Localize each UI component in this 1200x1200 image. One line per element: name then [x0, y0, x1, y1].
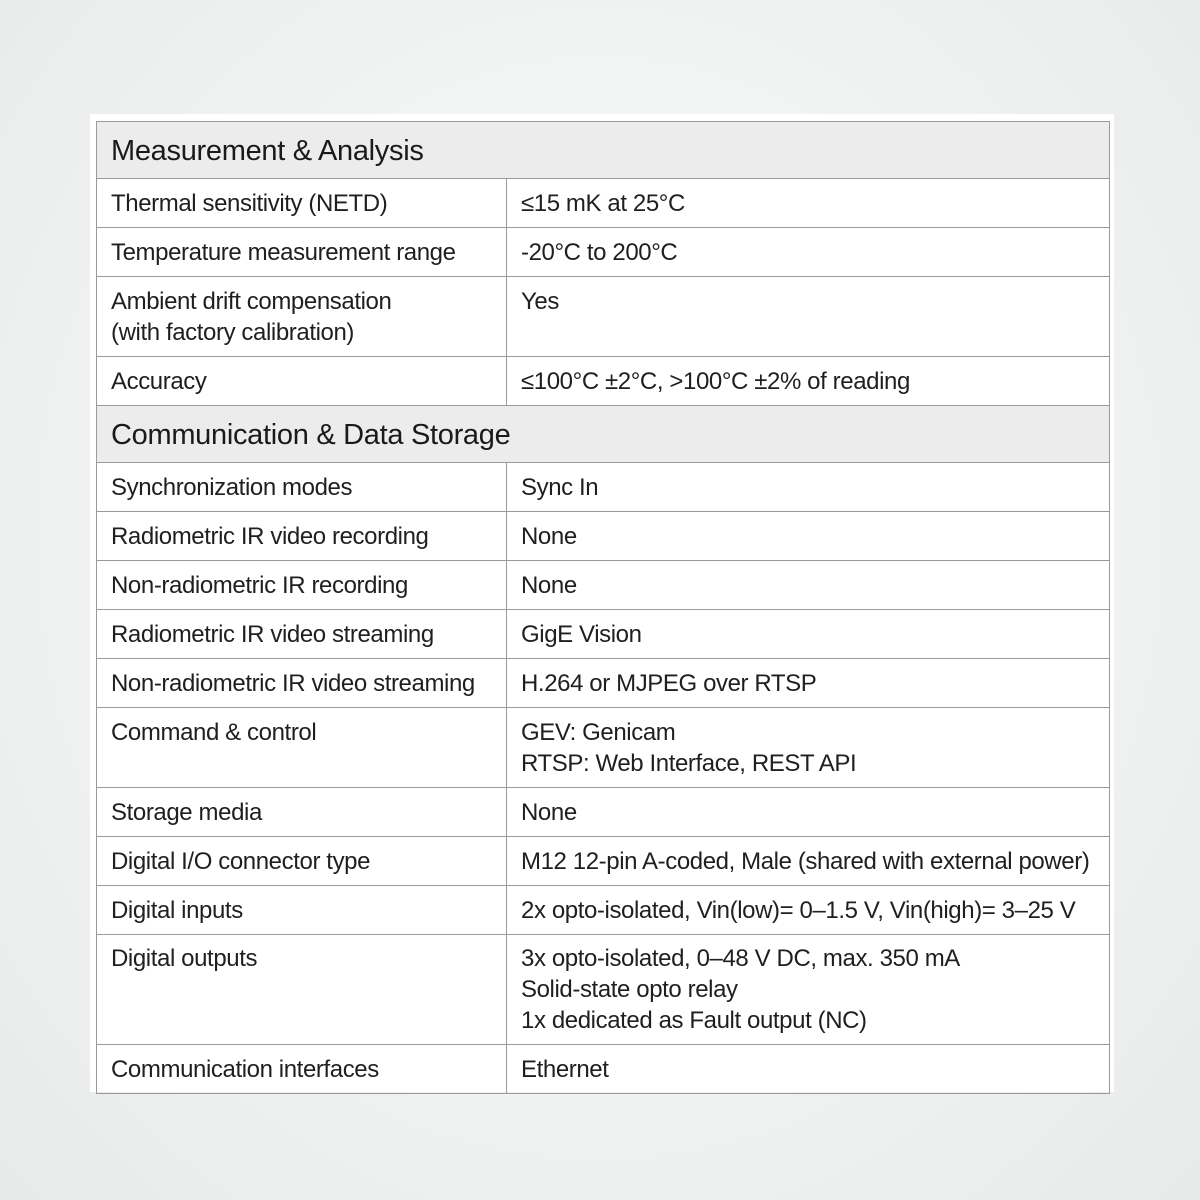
spec-label: Command & control	[97, 708, 507, 788]
spec-value: Sync In	[507, 463, 1110, 512]
spec-label: Non-radiometric IR video streaming	[97, 659, 507, 708]
spec-label: Synchronization modes	[97, 463, 507, 512]
spec-value: -20°C to 200°C	[507, 228, 1110, 277]
spec-label: Non-radiometric IR recording	[97, 561, 507, 610]
spec-value: 2x opto-isolated, Vin(low)= 0–1.5 V, Vin(high)= 3–25 V	[507, 886, 1110, 935]
table-row	[97, 935, 1110, 1045]
table-row	[97, 659, 1110, 708]
spec-label: Storage media	[97, 788, 507, 837]
spec-label: Radiometric IR video streaming	[97, 610, 507, 659]
spec-value: GEV: Genicam RTSP: Web Interface, REST API	[507, 708, 1110, 788]
spec-label: Ambient drift compensation (with factory calibration)	[97, 277, 507, 357]
spec-label: Communication interfaces	[97, 1045, 507, 1094]
spec-label: Accuracy	[97, 357, 507, 406]
spec-value: GigE Vision	[507, 610, 1110, 659]
table-row	[97, 179, 1110, 228]
spec-label: Temperature measurement range	[97, 228, 507, 277]
spec-value: None	[507, 788, 1110, 837]
table-row	[97, 837, 1110, 886]
spec-value: Yes	[507, 277, 1110, 357]
spec-value: None	[507, 561, 1110, 610]
table-row	[97, 357, 1110, 406]
spec-label: Digital I/O connector type	[97, 837, 507, 886]
table-row	[97, 228, 1110, 277]
section-title: Communication & Data Storage	[97, 406, 1110, 463]
spec-value: ≤100°C ±2°C, >100°C ±2% of reading	[507, 357, 1110, 406]
spec-table	[96, 121, 1110, 1094]
spec-label: Digital inputs	[97, 886, 507, 935]
spec-label: Thermal sensitivity (NETD)	[97, 179, 507, 228]
table-row	[97, 610, 1110, 659]
spec-value: 3x opto-isolated, 0–48 V DC, max. 350 mA Solid-state opto relay 1x dedicated as Fault output (NC)	[507, 935, 1110, 1045]
table-row	[97, 886, 1110, 935]
table-row	[97, 788, 1110, 837]
table-row	[97, 463, 1110, 512]
section-header-measurement	[97, 122, 1110, 179]
spec-label: Digital outputs	[97, 935, 507, 1045]
spec-value: Ethernet	[507, 1045, 1110, 1094]
section-header-communication	[97, 406, 1110, 463]
table-row	[97, 1045, 1110, 1094]
spec-value: ≤15 mK at 25°C	[507, 179, 1110, 228]
table-row	[97, 277, 1110, 357]
spec-label: Radiometric IR video recording	[97, 512, 507, 561]
spec-value: None	[507, 512, 1110, 561]
spec-value: M12 12-pin A-coded, Male (shared with external power)	[507, 837, 1110, 886]
section-title: Measurement & Analysis	[97, 122, 1110, 179]
spec-value: H.264 or MJPEG over RTSP	[507, 659, 1110, 708]
table-row	[97, 512, 1110, 561]
table-row	[97, 561, 1110, 610]
table-row	[97, 708, 1110, 788]
